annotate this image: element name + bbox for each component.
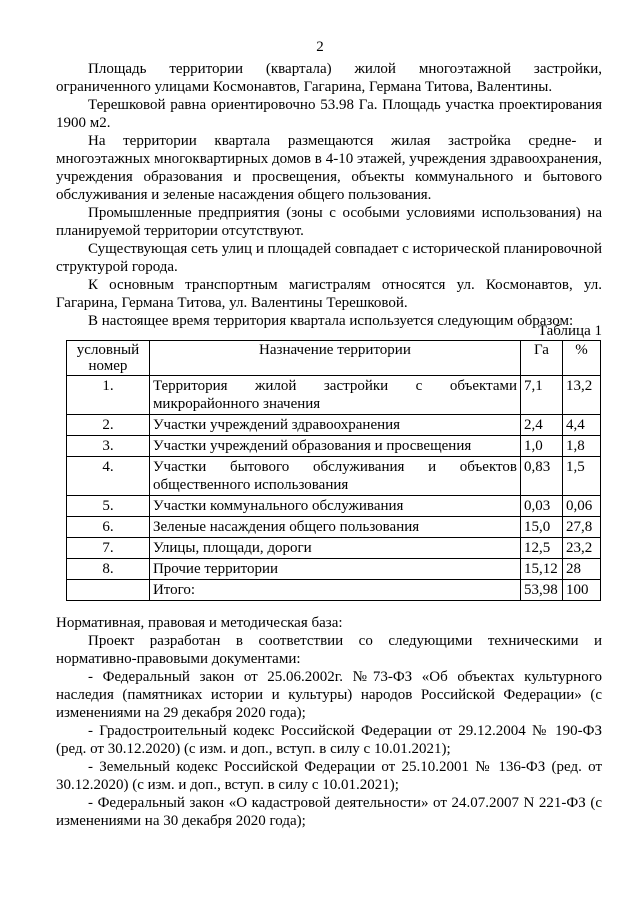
cell-code: 1. [67, 376, 150, 415]
cell-percent: 4,4 [562, 415, 600, 436]
intro-text [56, 60, 602, 330]
cell-percent: 23,2 [562, 538, 600, 559]
cell-hectares: 7,1 [521, 376, 563, 415]
cell-hectares: 12,5 [521, 538, 563, 559]
cell-purpose: Участки бытового обслуживания и объектов общественного использования [149, 457, 520, 496]
section-heading: Нормативная, правовая и методическая база: [56, 615, 343, 631]
cell-purpose: Участки учреждений образования и просвещения [149, 436, 520, 457]
header-code: условный номер [67, 341, 150, 376]
cell-percent: 1,5 [562, 457, 600, 496]
table-row [67, 415, 601, 436]
cell-total-hectares: 53,98 [521, 580, 563, 601]
header-percent: % [562, 341, 600, 376]
cell-percent: 13,2 [562, 376, 600, 415]
territory-use-table [66, 340, 601, 601]
cell-purpose: Участки коммунального обслуживания [149, 496, 520, 517]
paragraph-area-boundaries: Площадь территории (квартала) жилой многоэтажной застройки, ограниченного улицами Космонавтов, Гагарина, Германа Титова, Валентины. [56, 61, 602, 95]
paragraph-area-size: Терешковой равна ориентировочно 53.98 Га. Площадь участка проектирования 1900 м2. [56, 97, 602, 131]
cell-hectares: 1,0 [521, 436, 563, 457]
cell-total-label: Итого: [149, 580, 520, 601]
paragraph-street-network: Существующая сеть улиц и площадей совпадает с исторической планировочной структурой города. [56, 241, 603, 275]
table-caption: Таблица 1 [537, 323, 602, 339]
table-row [67, 559, 601, 580]
table-header-row [67, 341, 601, 376]
list-item: - Градостроительный кодекс Российской Федерации от 29.12.2004 № 190-ФЗ (ред. от 30.12.2020) (с изм. и доп., вступ. в силу с 10.01.2021); [56, 723, 602, 757]
table-row [67, 436, 601, 457]
cell-purpose: Улицы, площади, дороги [149, 538, 520, 559]
paragraph-current-use: В настоящее время территория квартала используется следующим образом: [88, 313, 574, 329]
cell-purpose: Прочие территории [149, 559, 520, 580]
cell-purpose: Зеленые насаждения общего пользования [149, 517, 520, 538]
cell-code: 7. [67, 538, 150, 559]
list-item: - Земельный кодекс Российской Федерации от 25.10.2001 № 136-ФЗ (ред. от 30.12.2020) (с изм. и доп., вступ. в силу с 10.01.2021); [56, 759, 602, 793]
table-row [67, 376, 601, 415]
table-row [67, 457, 601, 496]
cell-total-percent: 100 [562, 580, 600, 601]
table-row [67, 496, 601, 517]
cell-percent: 27,8 [562, 517, 600, 538]
cell-purpose: Территория жилой застройки с объектами микрорайонного значения [149, 376, 520, 415]
table-row [67, 517, 601, 538]
cell-hectares: 15,12 [521, 559, 563, 580]
cell-purpose: Участки учреждений здравоохранения [149, 415, 520, 436]
cell-hectares: 0,83 [521, 457, 563, 496]
cell-percent: 0,06 [562, 496, 600, 517]
paragraph-transport: К основным транспортным магистралям относятся ул. Космонавтов, ул. Гагарина, Германа Титова, ул. Валентины Терешковой. [56, 277, 602, 311]
cell-percent: 1,8 [562, 436, 600, 457]
cell-code: 8. [67, 559, 150, 580]
cell-code: 2. [67, 415, 150, 436]
cell-code: 4. [67, 457, 150, 496]
list-item: - Федеральный закон от 25.06.2002г. №73-ФЗ «Об объектах культурного наследия (памятниках истории и культуры) народов Российской Федерации» (с изменениями на 29 декабря 2020 года); [56, 669, 602, 721]
paragraph-industry: Промышленные предприятия (зоны с особыми условиями использования) на планируемой территории отсутствуют. [56, 205, 602, 239]
paragraph-development: На территории квартала размещаются жилая застройка средне- и многоэтажных многоквартирных домов в 4-10 этажей, учреждения здравоохранения, учреждения образования и просвещения, объекты коммунального и бытового обслуживания и зеленые насаждения общего пользования. [56, 133, 602, 203]
header-purpose: Назначение территории [149, 341, 520, 376]
cell-hectares: 0,03 [521, 496, 563, 517]
cell-code: 3. [67, 436, 150, 457]
paragraph-documents-intro: Проект разработан в соответствии со следующими техническими и нормативно-правовыми документами: [56, 633, 602, 667]
cell-percent: 28 [562, 559, 600, 580]
table-row [67, 538, 601, 559]
header-hectares: Га [521, 341, 563, 376]
cell-code: 5. [67, 496, 150, 517]
cell-hectares: 15,0 [521, 517, 563, 538]
page-number: 2 [316, 39, 324, 55]
list-item: - Федеральный закон «О кадастровой деятельности» от 24.07.2007 N 221-ФЗ (с изменениями на 30 декабря 2020 года); [56, 795, 602, 829]
cell-code [67, 580, 150, 601]
cell-hectares: 2,4 [521, 415, 563, 436]
table-total-row [67, 580, 601, 601]
cell-code: 6. [67, 517, 150, 538]
regulatory-basis [56, 614, 602, 830]
